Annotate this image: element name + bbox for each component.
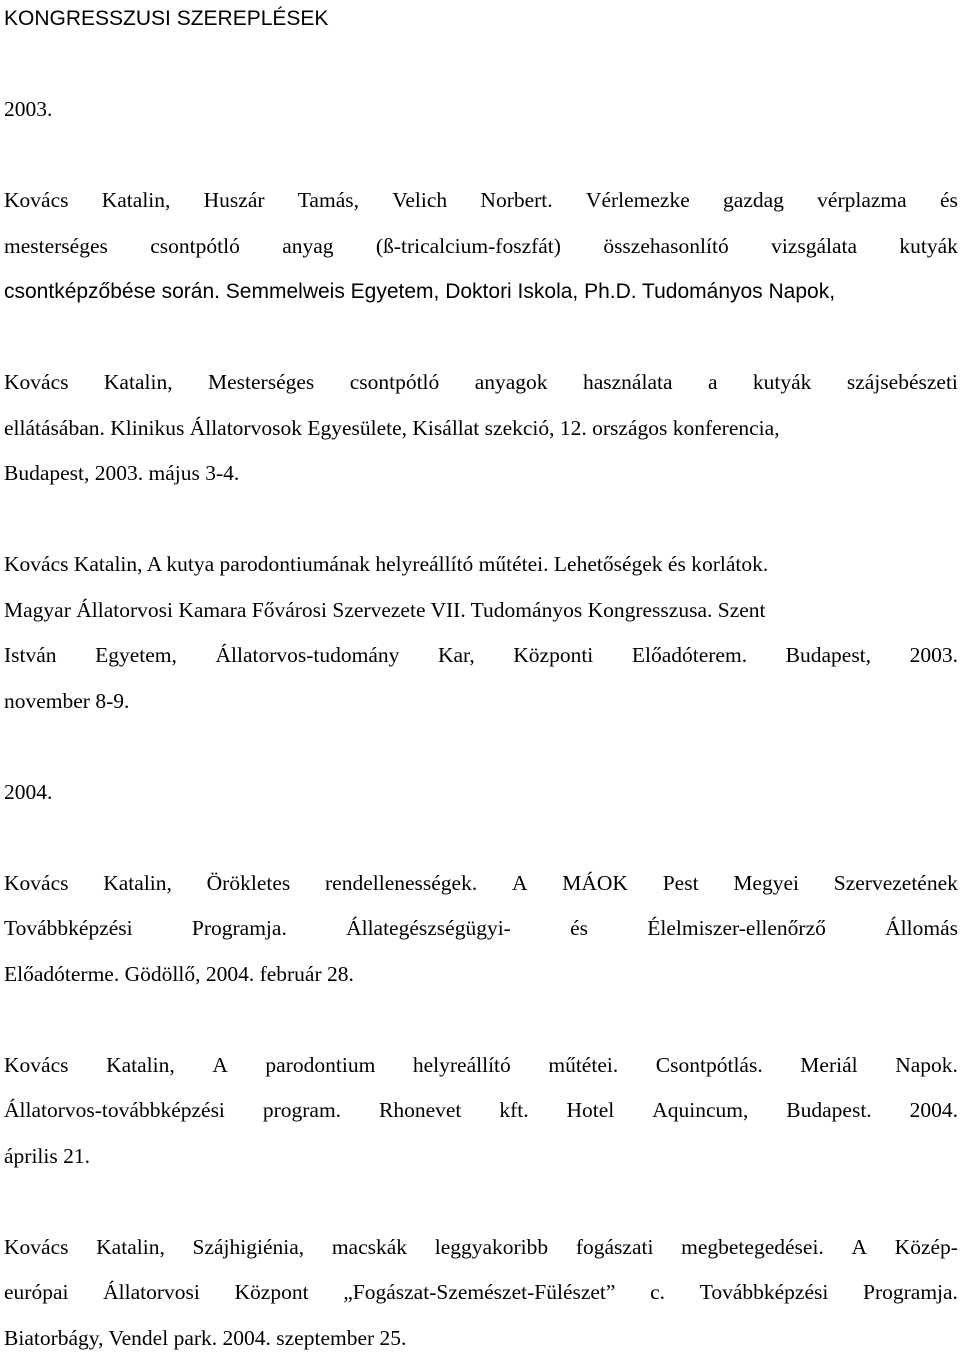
- citation-word: Kovács: [4, 861, 68, 907]
- citation-word: műtétei.: [548, 1043, 618, 1089]
- spacer: [4, 724, 958, 770]
- citation-word: Katalin,: [104, 360, 173, 406]
- citation-entry: [4, 360, 958, 497]
- citation-word: Állatorvos-továbbképzési: [4, 1088, 225, 1134]
- citation-word: fogászati: [576, 1225, 654, 1271]
- citation-word: Állategészségügyi-: [346, 906, 511, 952]
- citation-word: Megyei: [733, 861, 799, 907]
- citation-word: Központ: [235, 1270, 309, 1316]
- citation-word: Egyetem,: [95, 633, 177, 679]
- citation-word: MÁOK: [562, 861, 628, 907]
- citation-word: Kar,: [438, 633, 475, 679]
- citation-word: István: [4, 633, 57, 679]
- citation-word: Közép-: [895, 1225, 958, 1271]
- citation-word: gazdag: [723, 178, 784, 224]
- citation-word: „Fogászat-Szemészet-Fülészet”: [343, 1270, 615, 1316]
- citation-word: leggyakoribb: [435, 1225, 548, 1271]
- citation-word: Kovács: [4, 1043, 68, 1089]
- citation-word: mesterséges: [4, 224, 108, 270]
- citation-word: A: [212, 1043, 228, 1089]
- citation-word: vizsgálata: [771, 224, 857, 270]
- citation-word: Tamás,: [298, 178, 359, 224]
- citation-word: Élelmiszer-ellenőrző: [647, 906, 826, 952]
- citation-word: Állatorvos-tudomány: [215, 633, 399, 679]
- citation-word: Rhonevet: [379, 1088, 461, 1134]
- citation-word: Kovács: [4, 360, 68, 406]
- citation-word: Továbbképzési: [700, 1270, 829, 1316]
- citation-word: 2003.: [910, 633, 958, 679]
- citation-word: Budapest,: [786, 633, 871, 679]
- citation-word: Szervezetének: [834, 861, 958, 907]
- citation-word: Mesterséges: [208, 360, 314, 406]
- citation-entry: [4, 542, 958, 724]
- citation-line: ellátásában. Klinikus Állatorvosok Egyesülete, Kisállat szekció, 12. országos konferencia,: [4, 406, 958, 452]
- citation-word: Katalin,: [96, 1225, 165, 1271]
- citation-word: Továbbképzési: [4, 906, 133, 952]
- section-heading: KONGRESSZUSI SZEREPLÉSEK: [4, 0, 958, 42]
- citation-line: Előadóterme. Gödöllő, 2004. február 28.: [4, 952, 958, 998]
- citation-word: kutyák: [899, 224, 958, 270]
- citation-line: [4, 360, 958, 406]
- citation-word: Napok.: [895, 1043, 958, 1089]
- citation-word: c.: [650, 1270, 665, 1316]
- citation-line: november 8-9.: [4, 679, 958, 725]
- citation-word: Pest: [663, 861, 699, 907]
- citation-word: vérplazma: [817, 178, 907, 224]
- citation-word: Budapest.: [786, 1088, 871, 1134]
- citation-word: európai: [4, 1270, 68, 1316]
- citation-word: Programja.: [863, 1270, 958, 1316]
- citation-line: Budapest, 2003. május 3-4.: [4, 451, 958, 497]
- citation-word: anyag: [282, 224, 333, 270]
- citation-entry: [4, 861, 958, 998]
- citation-word: csontpótló: [350, 360, 440, 406]
- citation-word: használata: [583, 360, 673, 406]
- spacer: [4, 315, 958, 361]
- citation-word: A: [512, 861, 528, 907]
- citation-word: Katalin,: [103, 861, 172, 907]
- citation-word: anyagok: [475, 360, 548, 406]
- citation-word: Előadóterem.: [632, 633, 747, 679]
- citation-word: program.: [263, 1088, 341, 1134]
- citation-word: a: [708, 360, 718, 406]
- spacer: [4, 1179, 958, 1225]
- citation-word: A: [851, 1225, 867, 1271]
- citation-word: Katalin,: [106, 1043, 175, 1089]
- spacer: [4, 42, 958, 88]
- citation-word: és: [940, 178, 958, 224]
- citation-word: Aquincum,: [652, 1088, 748, 1134]
- citation-word: csontpótló: [150, 224, 240, 270]
- citation-word: Központi: [513, 633, 593, 679]
- citation-word: összehasonlító: [603, 224, 728, 270]
- citation-line: [4, 633, 958, 679]
- citation-entry: [4, 1043, 958, 1180]
- spacer: [4, 133, 958, 179]
- citation-word: és: [570, 906, 588, 952]
- spacer: [4, 497, 958, 543]
- document-page: [4, 0, 958, 1361]
- year-heading-2004: 2004.: [4, 770, 958, 816]
- citation-word: helyreállító: [413, 1043, 511, 1089]
- citation-word: Örökletes: [207, 861, 291, 907]
- citation-word: Szájhigiénia,: [193, 1225, 305, 1271]
- citation-word: Kovács: [4, 178, 68, 224]
- citation-line: [4, 1043, 958, 1089]
- citation-word: parodontium: [265, 1043, 375, 1089]
- citation-word: rendellenességek.: [325, 861, 477, 907]
- citation-word: Katalin,: [102, 178, 171, 224]
- citation-word: (ß-tricalcium-foszfát): [376, 224, 561, 270]
- citation-word: Velich: [392, 178, 447, 224]
- citation-line: [4, 1270, 958, 1316]
- citation-line: [4, 178, 958, 224]
- citation-entry: [4, 178, 958, 315]
- citation-word: Programja.: [192, 906, 287, 952]
- citation-word: macskák: [332, 1225, 407, 1271]
- citation-line: április 21.: [4, 1134, 958, 1180]
- citation-word: Huszár: [204, 178, 265, 224]
- citation-line: [4, 1225, 958, 1271]
- citation-line: Kovács Katalin, A kutya parodontiumának helyreállító műtétei. Lehetőségek és korlátok.: [4, 542, 958, 588]
- citation-word: Hotel: [567, 1088, 615, 1134]
- citation-word: szájsebészeti: [847, 360, 958, 406]
- citation-line: Magyar Állatorvosi Kamara Fővárosi Szervezete VII. Tudományos Kongresszusa. Szent: [4, 588, 958, 634]
- citation-word: megbetegedései.: [681, 1225, 824, 1271]
- year-heading-2003: 2003.: [4, 87, 958, 133]
- citation-word: Vérlemezke: [586, 178, 690, 224]
- spacer: [4, 815, 958, 861]
- citation-word: Kovács: [4, 1225, 68, 1271]
- citation-word: kft.: [499, 1088, 528, 1134]
- citation-word: Állomás: [885, 906, 958, 952]
- citation-word: Meriál: [800, 1043, 857, 1089]
- citation-word: Állatorvosi: [103, 1270, 200, 1316]
- citation-entry: [4, 1225, 958, 1361]
- citation-line: [4, 906, 958, 952]
- citation-word: kutyák: [753, 360, 812, 406]
- spacer: [4, 997, 958, 1043]
- citation-word: Csontpótlás.: [656, 1043, 763, 1089]
- citation-line: [4, 1088, 958, 1134]
- citation-line: [4, 224, 958, 270]
- citation-word: Norbert.: [480, 178, 552, 224]
- citation-line: Biatorbágy, Vendel park. 2004. szeptember 25.: [4, 1316, 958, 1361]
- citation-line: csontképzőbése során. Semmelweis Egyetem, Doktori Iskola, Ph.D. Tudományos Napok,: [4, 269, 958, 315]
- citation-word: 2004.: [910, 1088, 958, 1134]
- citation-line: [4, 861, 958, 907]
